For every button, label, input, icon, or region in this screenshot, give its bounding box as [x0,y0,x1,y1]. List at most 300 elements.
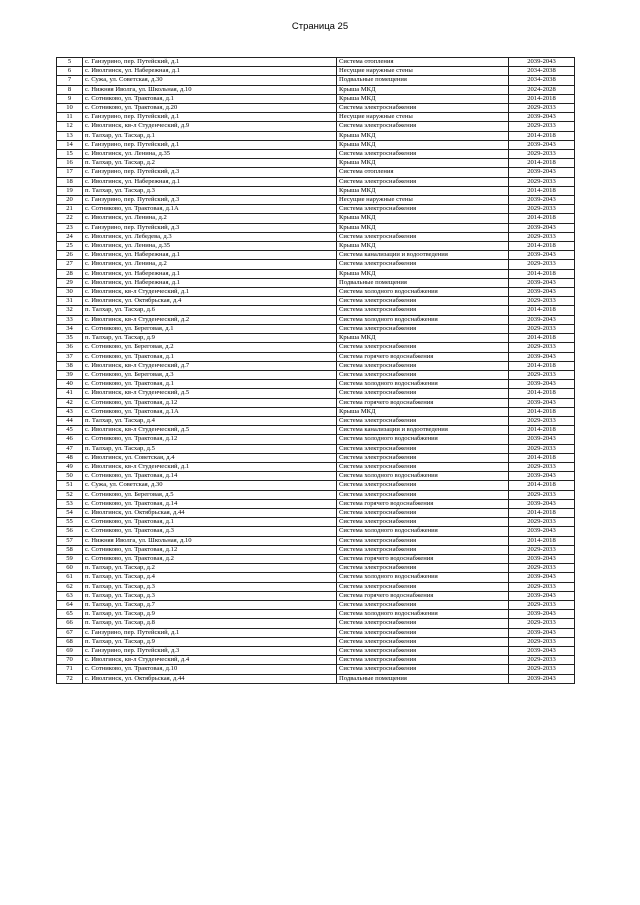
address-cell: с. Сотниково, ул. Береговая, д.2 [83,343,337,352]
address-cell: п. Талхар, ул. Тасхар, д.3 [83,186,337,195]
period-cell: 2014-2018 [509,214,575,223]
table-row [57,610,575,619]
page-number-label: Страница 25 [291,21,349,32]
system-cell: Система электроснабжения [337,453,509,462]
address-cell: с. Сотниково, ул. Трактовая, д.1 [83,94,337,103]
table-row [57,573,575,582]
system-cell: Крыша МКД [337,223,509,232]
row-number: 53 [57,499,83,508]
period-cell: 2029-2033 [509,297,575,306]
row-number: 58 [57,545,83,554]
system-cell: Система электроснабжения [337,306,509,315]
table-row [57,499,575,508]
period-cell: 2039-2043 [509,591,575,600]
address-cell: с. Сотниково, ул. Трактовая, д.1 [83,352,337,361]
address-cell: с. Иволгинск, ул. Набережная, д.1 [83,177,337,186]
system-cell: Система электроснабжения [337,122,509,131]
row-number: 38 [57,361,83,370]
row-number: 8 [57,85,83,94]
period-cell: 2039-2043 [509,380,575,389]
period-cell: 2014-2018 [509,131,575,140]
row-number: 64 [57,600,83,609]
system-cell: Система холодного водоснабжения [337,527,509,536]
table-row [57,380,575,389]
table-row [57,564,575,573]
period-cell: 2014-2018 [509,94,575,103]
system-cell: Система электроснабжения [337,536,509,545]
system-cell: Система электроснабжения [337,416,509,425]
period-cell: 2039-2043 [509,647,575,656]
period-cell: 2029-2033 [509,490,575,499]
period-cell: 2029-2033 [509,232,575,241]
address-cell: с. Сотниково, ул. Трактовая, д.1 [83,380,337,389]
period-cell: 2014-2018 [509,269,575,278]
row-number: 9 [57,94,83,103]
table-row [57,67,575,76]
period-cell: 2014-2018 [509,453,575,462]
table-row [57,628,575,637]
address-cell: с. Ганзурино, пер. Путейский, д.3 [83,223,337,232]
address-cell: с. Иволгинск, кв-л Студенческий, д.2 [83,315,337,324]
address-cell: с. Иволгинск, ул. Ленина, д.35 [83,242,337,251]
table-row [57,343,575,352]
table-row [57,94,575,103]
period-cell: 2039-2043 [509,554,575,563]
address-cell: с. Сотниково, ул. Трактовая, д.10 [83,665,337,674]
address-cell: с. Иволгинск, ул. Ленина, д.35 [83,150,337,159]
row-number: 24 [57,232,83,241]
table-row [57,637,575,646]
period-cell: 2029-2033 [509,462,575,471]
table-row [57,315,575,324]
system-cell: Подвальные помещения [337,278,509,287]
address-cell: п. Талхар, ул. Тасхар, д.8 [83,619,337,628]
address-cell: с. Ганзурино, пер. Путейский, д.1 [83,140,337,149]
period-cell: 2039-2043 [509,610,575,619]
table-row [57,140,575,149]
address-cell: с. Нижняя Иволга, ул. Школьная, д.10 [83,85,337,94]
table-row [57,554,575,563]
table-row [57,242,575,251]
table-row [57,223,575,232]
system-cell: Система электроснабжения [337,177,509,186]
table-row [57,85,575,94]
row-number: 30 [57,288,83,297]
system-cell: Система отопления [337,168,509,177]
period-cell: 2014-2018 [509,426,575,435]
row-number: 40 [57,380,83,389]
table-row [57,426,575,435]
row-number: 71 [57,665,83,674]
system-cell: Система горячего водоснабжения [337,591,509,600]
period-cell: 2029-2033 [509,545,575,554]
address-cell: с. Иволгинск, кв-л Студенческий, д.5 [83,389,337,398]
table-row [57,297,575,306]
address-cell: п. Талхар, ул. Тасхар, д.9 [83,610,337,619]
system-cell: Система электроснабжения [337,656,509,665]
period-cell: 2039-2043 [509,398,575,407]
period-cell: 2029-2033 [509,343,575,352]
period-cell: 2029-2033 [509,205,575,214]
period-cell: 2039-2043 [509,628,575,637]
period-cell: 2039-2043 [509,674,575,683]
period-cell: 2014-2018 [509,389,575,398]
system-cell: Система электроснабжения [337,637,509,646]
row-number: 19 [57,186,83,195]
period-cell: 2014-2018 [509,361,575,370]
table-row [57,104,575,113]
period-cell: 2039-2043 [509,573,575,582]
row-number: 56 [57,527,83,536]
system-cell: Система холодного водоснабжения [337,610,509,619]
period-cell: 2029-2033 [509,518,575,527]
address-cell: с. Иволгинск, ул. Набережная, д.1 [83,278,337,287]
period-cell: 2029-2033 [509,444,575,453]
system-cell: Система электроснабжения [337,297,509,306]
row-number: 21 [57,205,83,214]
table-row [57,260,575,269]
period-cell: 2024-2028 [509,85,575,94]
table-row [57,416,575,425]
system-cell: Система электроснабжения [337,600,509,609]
period-cell: 2014-2018 [509,242,575,251]
system-cell: Система электроснабжения [337,343,509,352]
system-cell: Система электроснабжения [337,444,509,453]
table-row [57,600,575,609]
row-number: 25 [57,242,83,251]
table-row [57,536,575,545]
row-number: 12 [57,122,83,131]
period-cell: 2014-2018 [509,407,575,416]
period-cell: 2014-2018 [509,481,575,490]
row-number: 52 [57,490,83,499]
address-cell: п. Талхар, ул. Тасхар, д.7 [83,600,337,609]
row-number: 29 [57,278,83,287]
address-cell: с. Сотниково, ул. Трактовая, д.14 [83,472,337,481]
table-row [57,398,575,407]
address-cell: с. Сотниково, ул. Трактовая, д.3 [83,527,337,536]
system-cell: Система холодного водоснабжения [337,315,509,324]
table-row [57,481,575,490]
address-cell: п. Талхар, ул. Тасхар, д.2 [83,159,337,168]
row-number: 15 [57,150,83,159]
period-cell: 2029-2033 [509,416,575,425]
system-cell: Крыша МКД [337,140,509,149]
row-number: 28 [57,269,83,278]
row-number: 32 [57,306,83,315]
address-cell: п. Талхар, ул. Тасхар, д.2 [83,564,337,573]
system-cell: Крыша МКД [337,94,509,103]
row-number: 18 [57,177,83,186]
period-cell: 2039-2043 [509,58,575,67]
row-number: 22 [57,214,83,223]
address-cell: с. Сотниково, ул. Трактовая, д.14 [83,499,337,508]
repair-schedule-table [56,57,575,684]
row-number: 57 [57,536,83,545]
row-number: 17 [57,168,83,177]
table-row [57,159,575,168]
table-row [57,131,575,140]
period-cell: 2039-2043 [509,168,575,177]
table-body [57,58,575,684]
table-row [57,407,575,416]
system-cell: Несущие наружные стены [337,67,509,76]
row-number: 27 [57,260,83,269]
system-cell: Система холодного водоснабжения [337,472,509,481]
period-cell: 2034-2038 [509,67,575,76]
table-row [57,647,575,656]
address-cell: с. Сужа, ул. Советская, д.30 [83,481,337,490]
row-number: 55 [57,518,83,527]
table-row [57,453,575,462]
system-cell: Несущие наружные стены [337,196,509,205]
system-cell: Система электроснабжения [337,647,509,656]
row-number: 7 [57,76,83,85]
address-cell: с. Ганзурино, пер. Путейский, д.3 [83,647,337,656]
address-cell: с. Иволгинск, ул. Октябрьская, д.44 [83,508,337,517]
period-cell: 2029-2033 [509,177,575,186]
system-cell: Система холодного водоснабжения [337,435,509,444]
address-cell: с. Ганзурино, пер. Путейский, д.1 [83,58,337,67]
address-cell: с. Иволгинск, ул. Ленина, д.2 [83,260,337,269]
address-cell: с. Сотниково, ул. Береговая, д.5 [83,490,337,499]
row-number: 72 [57,674,83,683]
system-cell: Крыша МКД [337,186,509,195]
system-cell: Крыша МКД [337,159,509,168]
address-cell: п. Талхар, ул. Тасхар, д.4 [83,416,337,425]
row-number: 59 [57,554,83,563]
address-cell: с. Иволгинск, ул. Октябрьская, д.44 [83,674,337,683]
table-row [57,508,575,517]
period-cell: 2029-2033 [509,665,575,674]
system-cell: Система электроснабжения [337,205,509,214]
table-row [57,58,575,67]
table-row [57,113,575,122]
period-cell: 2039-2043 [509,251,575,260]
period-cell: 2029-2033 [509,656,575,665]
address-cell: с. Сотниково, ул. Береговая, д.1 [83,324,337,333]
row-number: 62 [57,582,83,591]
row-number: 13 [57,131,83,140]
table-row [57,205,575,214]
row-number: 49 [57,462,83,471]
system-cell: Система электроснабжения [337,545,509,554]
table-row [57,288,575,297]
period-cell: 2014-2018 [509,508,575,517]
address-cell: с. Иволгинск, кв-л Студенческий, д.1 [83,288,337,297]
table-row [57,150,575,159]
address-cell: с. Иволгинск, ул. Октябрьская, д.4 [83,297,337,306]
system-cell: Система электроснабжения [337,628,509,637]
system-cell: Система канализации и водоотведения [337,426,509,435]
row-number: 42 [57,398,83,407]
table-row [57,619,575,628]
period-cell: 2039-2043 [509,223,575,232]
system-cell: Система электроснабжения [337,518,509,527]
address-cell: с. Ганзурино, пер. Путейский, д.3 [83,196,337,205]
row-number: 54 [57,508,83,517]
address-cell: с. Сотниково, ул. Трактовая, д.12 [83,435,337,444]
period-cell: 2039-2043 [509,278,575,287]
table-row [57,361,575,370]
row-number: 66 [57,619,83,628]
address-cell: с. Иволгинск, ул. Набережная, д.1 [83,269,337,278]
address-cell: с. Сотниково, ул. Трактовая, д.12 [83,545,337,554]
table-row [57,251,575,260]
system-cell: Система электроснабжения [337,481,509,490]
row-number: 60 [57,564,83,573]
table-row [57,168,575,177]
address-cell: с. Сотниково, ул. Трактовая, д.1А [83,407,337,416]
table-row [57,665,575,674]
table-row [57,306,575,315]
period-cell: 2029-2033 [509,260,575,269]
system-cell: Система электроснабжения [337,324,509,333]
system-cell: Крыша МКД [337,214,509,223]
row-number: 45 [57,426,83,435]
system-cell: Система горячего водоснабжения [337,499,509,508]
period-cell: 2039-2043 [509,435,575,444]
system-cell: Система электроснабжения [337,361,509,370]
period-cell: 2039-2043 [509,352,575,361]
period-cell: 2014-2018 [509,334,575,343]
system-cell: Крыша МКД [337,85,509,94]
address-cell: с. Ганзурино, пер. Путейский, д.1 [83,628,337,637]
table-row [57,435,575,444]
address-cell: с. Ганзурино, пер. Путейский, д.3 [83,168,337,177]
system-cell: Система электроснабжения [337,619,509,628]
system-cell: Система отопления [337,58,509,67]
address-cell: с. Сотниково, ул. Трактовая, д.12 [83,398,337,407]
system-cell: Система электроснабжения [337,582,509,591]
system-cell: Система электроснабжения [337,104,509,113]
period-cell: 2039-2043 [509,499,575,508]
row-number: 36 [57,343,83,352]
system-cell: Система холодного водоснабжения [337,573,509,582]
period-cell: 2029-2033 [509,619,575,628]
address-cell: п. Талхар, ул. Тасхар, д.3 [83,582,337,591]
row-number: 6 [57,67,83,76]
period-cell: 2014-2018 [509,306,575,315]
table-row [57,389,575,398]
period-cell: 2014-2018 [509,536,575,545]
address-cell: с. Сотниково, ул. Трактовая, д.20 [83,104,337,113]
address-cell: с. Сотниково, ул. Трактовая, д.1А [83,205,337,214]
system-cell: Крыша МКД [337,334,509,343]
address-cell: п. Талхар, ул. Тасхар, д.4 [83,573,337,582]
address-cell: с. Нижняя Иволга, ул. Школьная, д.10 [83,536,337,545]
address-cell: с. Иволгинск, ул. Лебедева, д.3 [83,232,337,241]
period-cell: 2029-2033 [509,122,575,131]
period-cell: 2039-2043 [509,527,575,536]
system-cell: Система канализации и водоотведения [337,251,509,260]
table-row [57,518,575,527]
row-number: 16 [57,159,83,168]
system-cell: Система электроснабжения [337,389,509,398]
row-number: 67 [57,628,83,637]
row-number: 51 [57,481,83,490]
address-cell: с. Иволгинск, ул. Набережная, д.1 [83,251,337,260]
table-row [57,334,575,343]
row-number: 31 [57,297,83,306]
address-cell: п. Талхар, ул. Тасхар, д.9 [83,334,337,343]
system-cell: Система холодного водоснабжения [337,380,509,389]
address-cell: с. Иволгинск, ул. Набережная, д.1 [83,67,337,76]
period-cell: 2034-2038 [509,76,575,85]
address-cell: с. Сотниково, ул. Береговая, д.3 [83,370,337,379]
row-number: 10 [57,104,83,113]
table-row [57,352,575,361]
row-number: 33 [57,315,83,324]
period-cell: 2029-2033 [509,324,575,333]
system-cell: Система электроснабжения [337,370,509,379]
table-row [57,177,575,186]
table-row [57,462,575,471]
address-cell: п. Талхар, ул. Тасхар, д.6 [83,306,337,315]
system-cell: Система электроснабжения [337,232,509,241]
period-cell: 2029-2033 [509,600,575,609]
address-cell: с. Сужа, ул. Советская, д.30 [83,76,337,85]
table-row [57,591,575,600]
period-cell: 2039-2043 [509,140,575,149]
table-row [57,196,575,205]
system-cell: Крыша МКД [337,407,509,416]
period-cell: 2029-2033 [509,637,575,646]
table-row [57,444,575,453]
row-number: 20 [57,196,83,205]
address-cell: с. Иволгинск, ул. Ленина, д.2 [83,214,337,223]
period-cell: 2039-2043 [509,472,575,481]
row-number: 43 [57,407,83,416]
row-number: 69 [57,647,83,656]
row-number: 34 [57,324,83,333]
address-cell: с. Ганзурино, пер. Путейский, д.1 [83,113,337,122]
system-cell: Система горячего водоснабжения [337,554,509,563]
system-cell: Крыша МКД [337,242,509,251]
system-cell: Система горячего водоснабжения [337,352,509,361]
period-cell: 2029-2033 [509,150,575,159]
row-number: 5 [57,58,83,67]
table-row [57,370,575,379]
row-number: 50 [57,472,83,481]
table-row [57,582,575,591]
address-cell: с. Иволгинск, кв-л Студенческий, д.1 [83,462,337,471]
row-number: 46 [57,435,83,444]
address-cell: с. Иволгинск, кв-л Студенческий, д.4 [83,656,337,665]
table-row [57,545,575,554]
table-row [57,656,575,665]
period-cell: 2029-2033 [509,564,575,573]
address-cell: п. Талхар, ул. Тасхар, д.3 [83,591,337,600]
row-number: 37 [57,352,83,361]
system-cell: Система холодного водоснабжения [337,288,509,297]
table-row [57,76,575,85]
table-row [57,269,575,278]
period-cell: 2029-2033 [509,104,575,113]
system-cell: Крыша МКД [337,269,509,278]
address-cell: п. Талхар, ул. Тасхар, д.9 [83,637,337,646]
table-row [57,186,575,195]
row-number: 23 [57,223,83,232]
table-row [57,324,575,333]
row-number: 11 [57,113,83,122]
period-cell: 2039-2043 [509,315,575,324]
row-number: 44 [57,416,83,425]
row-number: 26 [57,251,83,260]
address-cell: с. Сотниково, ул. Трактовая, д.2 [83,554,337,563]
system-cell: Система электроснабжения [337,462,509,471]
system-cell: Система электроснабжения [337,508,509,517]
